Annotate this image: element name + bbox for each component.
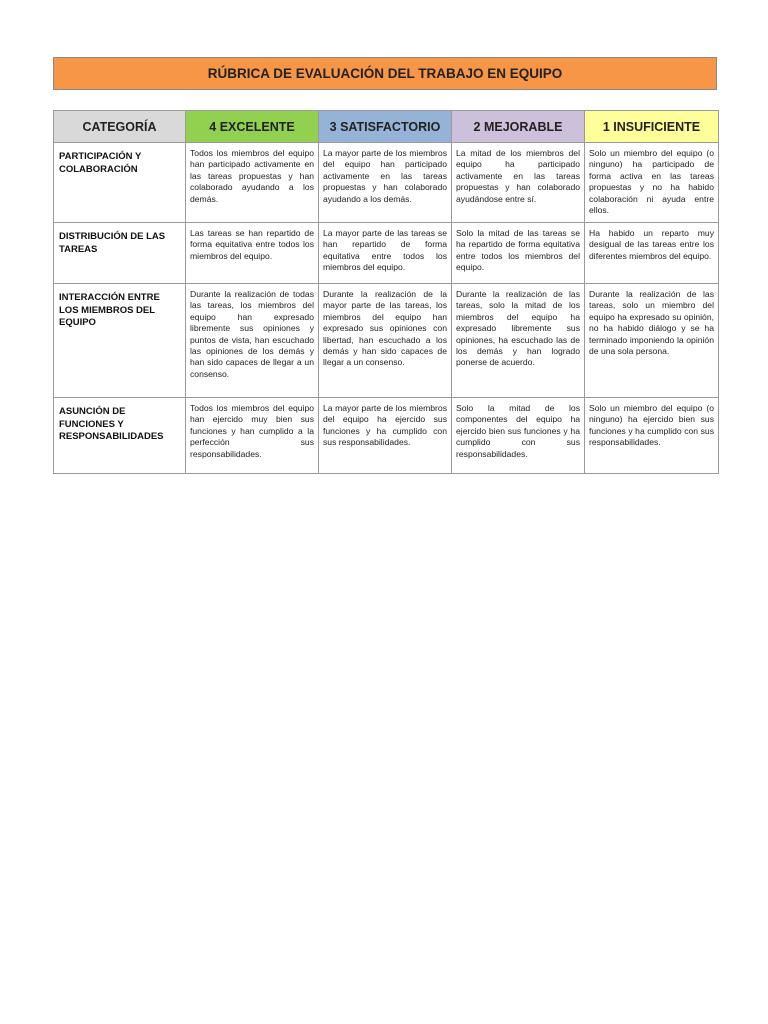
table-row [54,223,719,284]
header-satisfactorio: 3 SATISFACTORIO [319,111,452,143]
page-title: RÚBRICA DE EVALUACIÓN DEL TRABAJO EN EQUIPO [53,57,717,90]
rubric-table [53,110,719,474]
cell-insuficiente: Durante la realización de las tareas, solo un miembro del equipo ha expresado su opinión, no ha habido diálogo y se ha terminado imponiendo la opinión de una sola persona. [585,284,719,398]
row-category: INTERACCIÓN ENTRE LOS MIEMBROS DEL EQUIPO [54,284,186,398]
cell-satisfactorio: La mayor parte de los miembros del equipo ha ejercido sus funciones y ha cumplido con sus responsabilidades. [319,398,452,474]
cell-excelente: Todos los miembros del equipo han participado activamente en las tareas propuestas y han colaborado ayudando a los demás. [186,143,319,223]
table-row [54,398,719,474]
cell-mejorable: Solo la mitad de los componentes del equipo ha ejercido bien sus funciones y ha cumplido con sus responsabilidades. [452,398,585,474]
cell-insuficiente: Ha habido un reparto muy desigual de las tareas entre los diferentes miembros del equipo. [585,223,719,284]
header-insuficiente: 1 INSUFICIENTE [585,111,719,143]
row-category: PARTICIPACIÓN Y COLABORACIÓN [54,143,186,223]
header-excelente: 4 EXCELENTE [186,111,319,143]
cell-satisfactorio: Durante la realización de la mayor parte de las tareas, los miembros del equipo han expresado sus opiniones con libertad, han escuchado a los demás y han sido capaces de llegar a un consenso. [319,284,452,398]
cell-mejorable: La mitad de los miembros del equipo ha participado activamente en las tareas propuestas y han colaborado ayudándose entre sí. [452,143,585,223]
row-category: ASUNCIÓN DE FUNCIONES Y RESPONSABILIDADES [54,398,186,474]
cell-mejorable: Solo la mitad de las tareas se ha repartido de forma equitativa entre todos los miembros del equipo. [452,223,585,284]
cell-insuficiente: Solo un miembro del equipo (o ninguno) ha participado de forma activa en las tareas propuestas y no ha habido colaboración ni ayuda entre ellos. [585,143,719,223]
cell-satisfactorio: La mayor parte de las tareas se han repartido de forma equitativa entre todos los miembros del equipo. [319,223,452,284]
cell-mejorable: Durante la realización de las tareas, solo la mitad de los miembros del equipo ha expresado libremente sus opiniones, ha escuchado las de los demás y han logrado ponerse de acuerdo. [452,284,585,398]
table-row [54,284,719,398]
cell-satisfactorio: La mayor parte de los miembros del equipo han participado activamente en las tareas propuestas y han colaborado ayudando a los demás. [319,143,452,223]
row-category: DISTRIBUCIÓN DE LAS TAREAS [54,223,186,284]
cell-insuficiente: Solo un miembro del equipo (o ninguno) ha ejercido bien sus funciones y ha cumplido con sus responsabilidades. [585,398,719,474]
cell-excelente: Las tareas se han repartido de forma equitativa entre todos los miembros del equipo. [186,223,319,284]
header-category: CATEGORÍA [54,111,186,143]
header-mejorable: 2 MEJORABLE [452,111,585,143]
table-row [54,143,719,223]
header-row [54,111,719,143]
cell-excelente: Durante la realización de todas las tareas, los miembros del equipo han expresado libremente sus opiniones y puntos de vista, han escuchado las opiniones de los demás y han sido capaces de llegar a un consenso. [186,284,319,398]
cell-excelente: Todos los miembros del equipo han ejercido muy bien sus funciones y han cumplido a la perfección sus responsabilidades. [186,398,319,474]
